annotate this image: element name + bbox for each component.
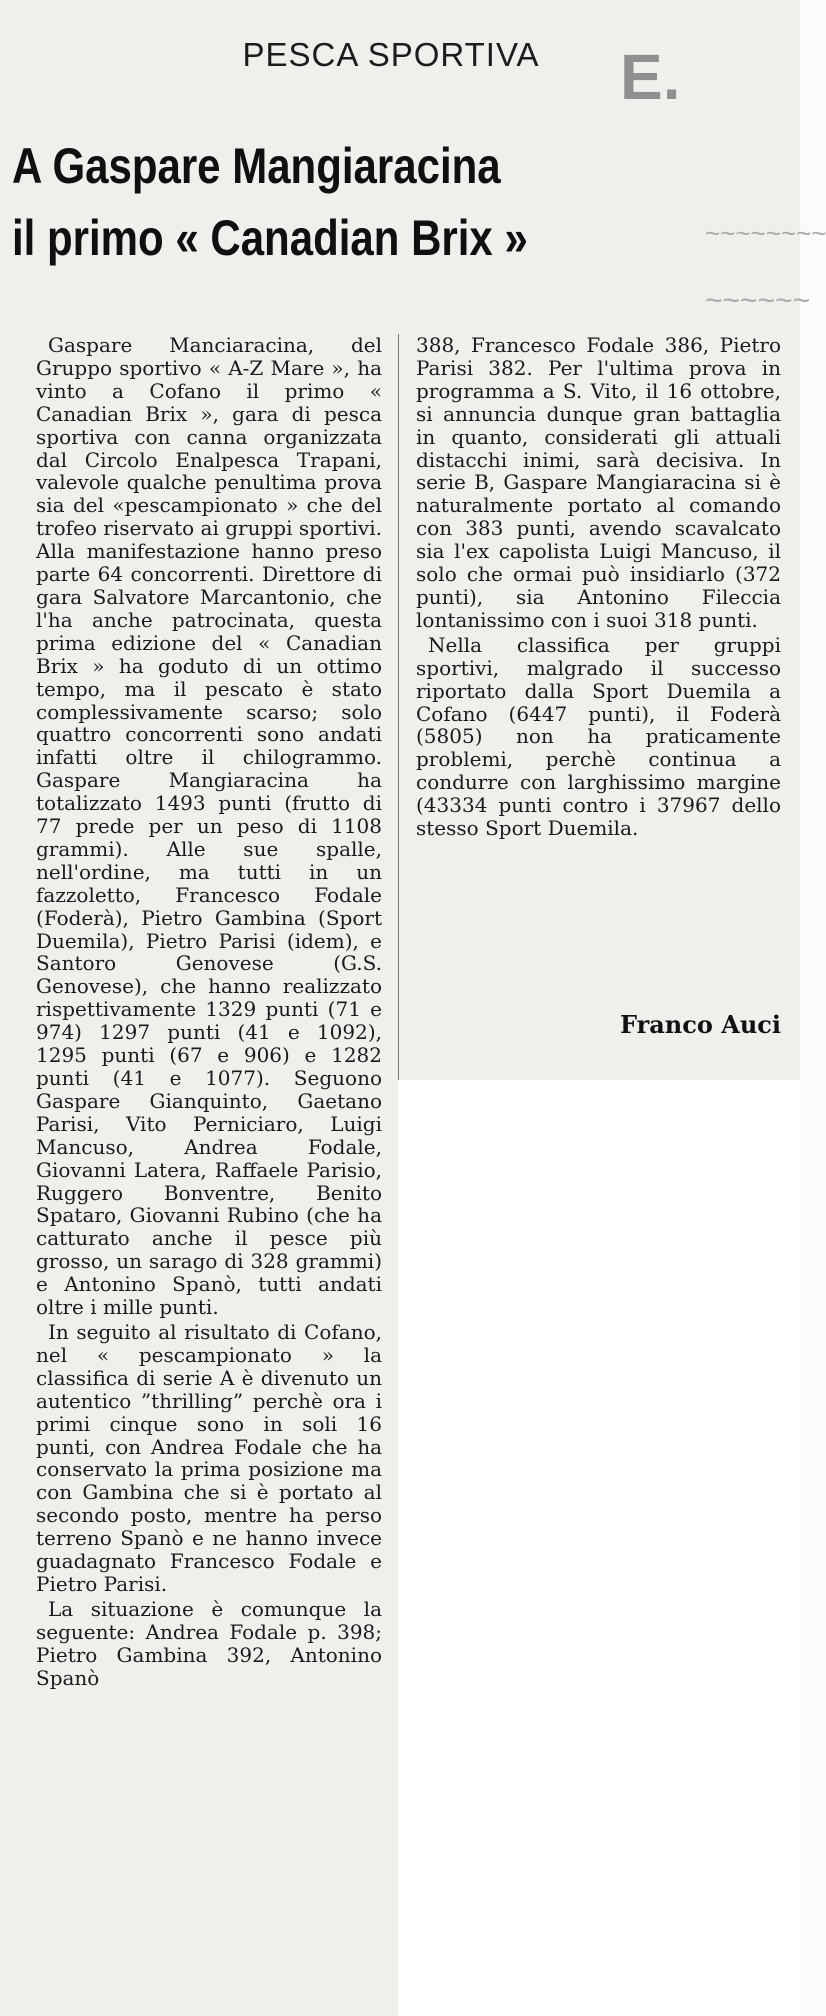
- paragraph: In seguito al risultato di Cofano, nel « pescampionato » la classifica di serie A è divenuto un autentico ”thrilling” perchè ora i primi cinque sono in soli 16 punti, con Andrea Fodale che ha conservato la prima posizione ma con Gambina che si è portato al secondo posto, mentre ha perso terreno Spanò e ne hanno invece guadagnato Francesco Fodale e Pietro Parisi.: [36, 1319, 382, 1596]
- headline-line-2: il primo « Canadian Brix »: [12, 210, 528, 266]
- blank-area: [398, 1080, 800, 2016]
- paragraph: La situazione è comunque la seguente: Andrea Fodale p. 398; Pietro Gambina 392, Antonino Spanò: [36, 1596, 382, 1690]
- paragraph: Gaspare Manciaracina, del Gruppo sportivo « A-Z Mare », ha vinto a Cofano il primo « Canadian Brix », gara di pesca sportiva con canna organizzata dal Circolo Enalpesca Trapani, valevole qualche penultima prova sia del «pescampionato » che del trofeo riservato ai gruppi sportivi. Alla manifestazione hanno preso parte 64 concorrenti. Direttore di gara Salvatore Marcantonio, che l'ha anche patrocinata, questa prima edizione del « Canadian Brix » ha goduto di un ottimo tempo, ma il pescato è stato complessivamente scarso; solo quattro concorrenti sono andati infatti oltre il chilogrammo. Gaspare Mangiaracina ha totalizzato 1493 punti (frutto di 77 prede per un peso di 1108 grammi). Alle sue spalle, nell'ordine, ma tutti in un fazzoletto, Francesco Fodale (Foderà), Pietro Gambina (Sport Duemila), Pietro Parisi (idem), e Santoro Genovese (G.S. Genovese), che hanno realizzato rispettivamente 1329 punti (71 e 974) 1297 punti (41 e 1092), 1295 punti (67 e 906) e 1282 punti (41 e 1077). Seguono Gaspare Gianquinto, Gaetano Parisi, Vito Perniciaro, Luigi Mancuso, Andrea Fodale, Giovanni Latera, Raffaele Parisio, Ruggero Bonventre, Benito Spataro, Giovanni Rubino (che ha catturato anche il pesce più grosso, un sarago di 328 grammi) e Antonino Spanò, tutti andati oltre i mille punti.: [36, 333, 382, 1320]
- headline-line-1: A Gaspare Mangiaracina: [12, 138, 501, 194]
- author-byline: Franco Auci: [619, 1010, 781, 1039]
- section-heading: PESCA SPORTIVA: [242, 36, 540, 73]
- adjacent-print-fragment: E.: [620, 41, 681, 113]
- adjacent-print-fragment: ~~~~~~: [705, 284, 811, 317]
- headline: [12, 130, 650, 274]
- left-column: [36, 334, 382, 1691]
- right-column: [416, 334, 781, 842]
- adjacent-print-fragment: ~~~~~~~~: [705, 218, 826, 248]
- paragraph: Nella classifica per gruppi sportivi, malgrado il successo riportato dalla Sport Duemila a Cofano (6447 punti), il Foderà (5805) non ha praticamente problemi, perchè continua a condurre con larghissimo margine (43334 punti contro i 37967 dello stesso Sport Duemila.: [416, 632, 781, 841]
- paragraph: 388, Francesco Fodale 386, Pietro Parisi 382. Per l'ultima prova in programma a S. Vito, il 16 ottobre, si annuncia dunque gran battaglia in quanto, considerati gli attuali distacchi inimi, sarà decisiva. In serie B, Gaspare Mangiaracina si è naturalmente portato al comando con 383 punti, avendo scavalcato sia l'ex capolista Luigi Mancuso, il solo che ormai può insidiarlo (372 punti), sia Antonino Filecciа lontanissimo con i suoi 318 punti.: [416, 333, 781, 632]
